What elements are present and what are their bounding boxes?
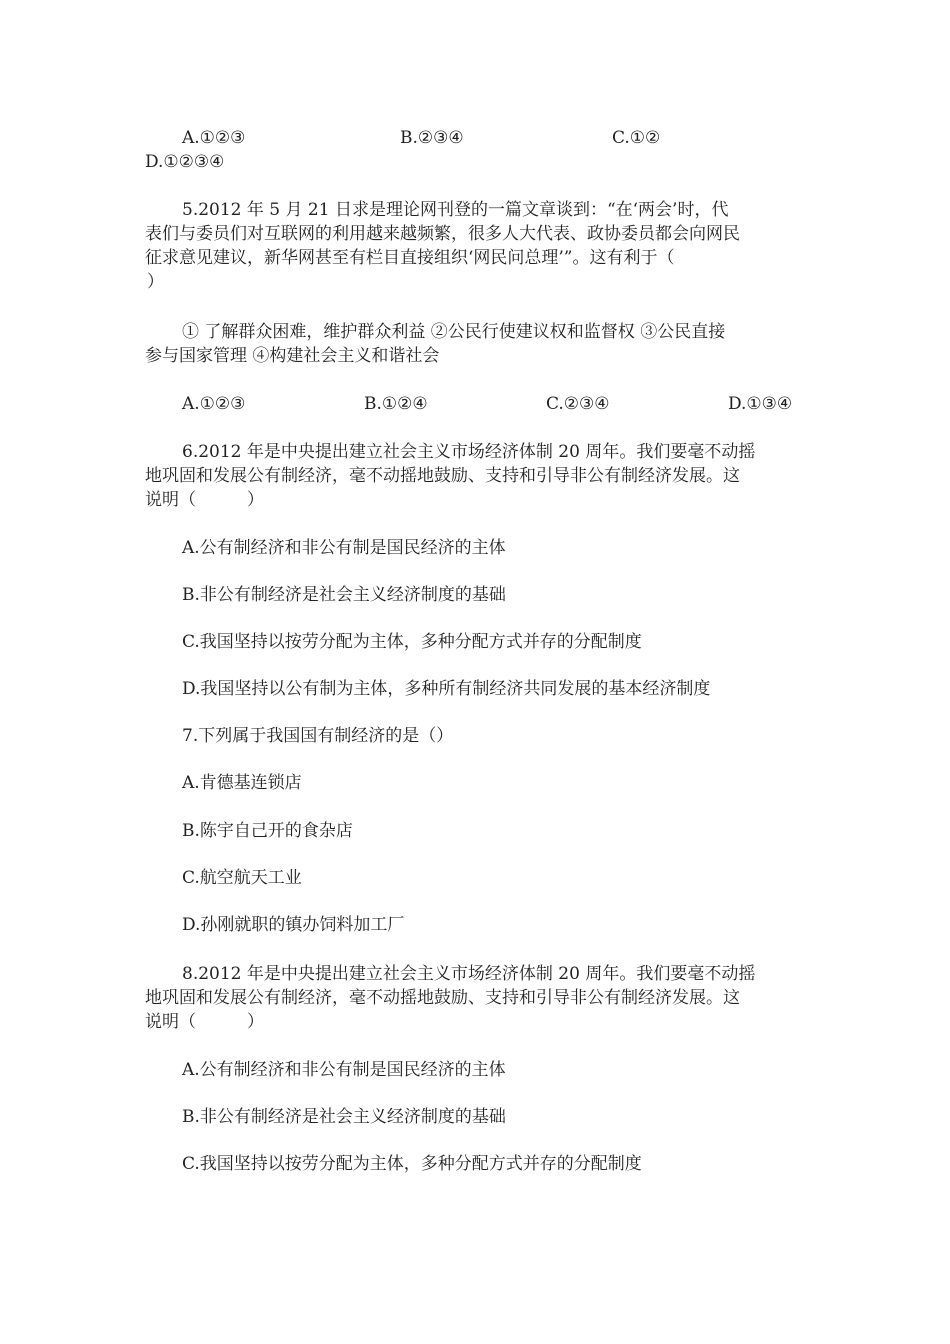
q6-line-1: 6.2012 年是中央提出建立社会主义市场经济体制 20 周年。我们要毫不动摇 xyxy=(182,442,756,462)
q5-option-b: B.①②④ xyxy=(364,394,428,414)
q6-option-a: A.公有制经济和非公有制是国民经济的主体 xyxy=(182,538,506,558)
q5-line-1: 5.2012 年 5 月 21 日求是理论网刊登的一篇文章谈到：“在‘两会’时，代 xyxy=(182,200,729,220)
q8-option-a: A.公有制经济和非公有制是国民经济的主体 xyxy=(182,1060,506,1080)
top-option-d: D.①②③④ xyxy=(145,152,225,172)
q6-option-d: D.我国坚持以公有制为主体，多种所有制经济共同发展的基本经济制度 xyxy=(182,679,711,699)
q6-line-3: 说明（ ） xyxy=(145,490,264,510)
top-option-b: B.②③④ xyxy=(400,128,464,148)
q5-option-d: D.①③④ xyxy=(728,394,793,414)
q8-option-c: C.我国坚持以按劳分配为主体，多种分配方式并存的分配制度 xyxy=(182,1154,642,1174)
q5-option-a: A.①②③ xyxy=(182,394,246,414)
q6-line-2: 地巩固和发展公有制经济，毫不动摇地鼓励、支持和引导非公有制经济发展。这 xyxy=(145,466,740,486)
top-option-a: A.①②③ xyxy=(182,128,246,148)
q8-line-1: 8.2012 年是中央提出建立社会主义市场经济体制 20 周年。我们要毫不动摇 xyxy=(182,964,756,984)
q5-line-2: 表们与委员们对互联网的利用越来越频繁，很多人大代表、政协委员都会向网民 xyxy=(145,224,740,244)
q5-option-c: C.②③④ xyxy=(546,394,610,414)
q7-option-c: C.航空航天工业 xyxy=(182,868,302,888)
q6-option-b: B.非公有制经济是社会主义经济制度的基础 xyxy=(182,585,506,605)
q7-option-b: B.陈宇自己开的食杂店 xyxy=(182,821,353,841)
q8-option-b: B.非公有制经济是社会主义经济制度的基础 xyxy=(182,1107,506,1127)
q8-line-2: 地巩固和发展公有制经济，毫不动摇地鼓励、支持和引导非公有制经济发展。这 xyxy=(145,988,740,1008)
q7-option-d: D.孙刚就职的镇办饲料加工厂 xyxy=(182,915,405,935)
q5-line-4: ） xyxy=(147,272,164,292)
q5-statement-1: ① 了解群众困难，维护群众利益 ②公民行使建议权和监督权 ③公民直接 xyxy=(182,322,726,342)
q5-line-3: 征求意见建议，新华网甚至有栏目直接组织‘网民问总理’”。这有利于（ xyxy=(145,248,675,268)
q7-option-a: A.肯德基连锁店 xyxy=(182,773,302,793)
top-option-c: C.①② xyxy=(612,128,661,148)
q8-line-3: 说明（ ） xyxy=(145,1012,264,1032)
q5-statement-2: 参与国家管理 ④构建社会主义和谐社会 xyxy=(145,346,440,366)
q7-question: 7.下列属于我国国有制经济的是（） xyxy=(182,726,454,746)
q6-option-c: C.我国坚持以按劳分配为主体，多种分配方式并存的分配制度 xyxy=(182,632,642,652)
